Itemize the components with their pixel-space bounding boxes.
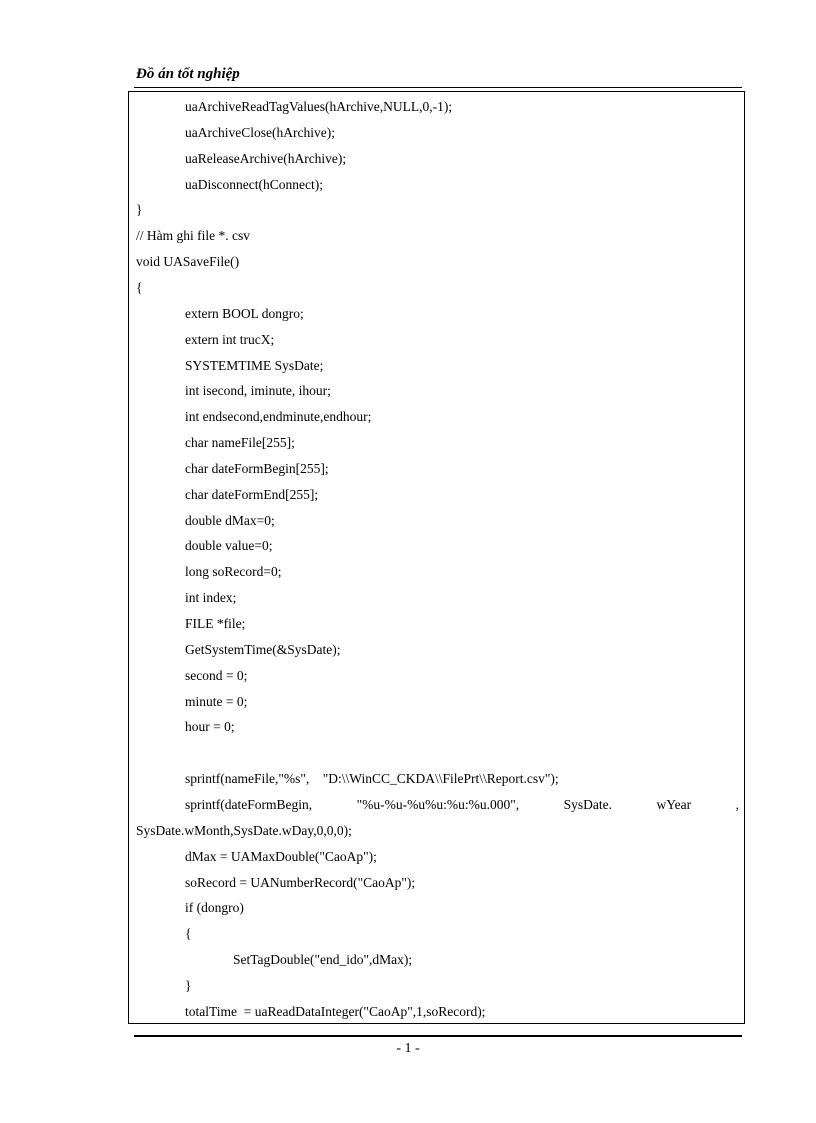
code-word: SysDate.: [563, 796, 612, 812]
code-line: double dMax=0;: [185, 512, 275, 528]
code-line: hour = 0;: [185, 719, 235, 735]
page-header-title: Đồ án tốt nghiệp: [136, 66, 240, 82]
code-word: "%u-%u-%u%u:%u:%u.000",: [356, 796, 520, 812]
code-line: totalTime = uaReadDataInteger("CaoAp",1,soRecord);: [185, 1003, 486, 1019]
code-line: {: [136, 279, 143, 295]
code-line: int endsecond,endminute,endhour;: [185, 409, 372, 425]
code-line: [185, 795, 739, 815]
code-line: long soRecord=0;: [185, 564, 282, 580]
code-line: sprintf(nameFile,"%s", "D:\\WinCC_CKDA\\FilePrt\\Report.csv");: [185, 771, 559, 787]
code-word: sprintf(dateFormBegin,: [185, 796, 313, 812]
code-line: // Hàm ghi file *. csv: [136, 228, 250, 244]
code-line: char dateFormBegin[255];: [185, 460, 329, 476]
code-line: if (dongro): [185, 900, 244, 916]
code-line: char nameFile[255];: [185, 435, 295, 451]
code-line: double value=0;: [185, 538, 273, 554]
code-line: SetTagDouble("end_ido",dMax);: [233, 952, 413, 968]
code-line: SYSTEMTIME SysDate;: [185, 357, 324, 373]
code-line: uaDisconnect(hConnect);: [185, 176, 323, 192]
code-line: SysDate.wMonth,SysDate.wDay,0,0,0);: [136, 822, 352, 838]
code-line: uaArchiveClose(hArchive);: [185, 124, 335, 140]
code-line: second = 0;: [185, 667, 248, 683]
code-line: uaArchiveReadTagValues(hArchive,NULL,0,-1);: [185, 99, 453, 114]
code-line: soRecord = UANumberRecord("CaoAp");: [185, 874, 416, 890]
page-number: - 1 -: [396, 1041, 420, 1056]
code-word: wYear: [656, 796, 692, 812]
code-line: }: [136, 202, 143, 218]
code-line: extern BOOL dongro;: [185, 305, 304, 321]
code-line: {: [185, 926, 192, 942]
code-word: ,: [735, 796, 739, 812]
code-line: extern int trucX;: [185, 331, 275, 347]
code-line: minute = 0;: [185, 693, 248, 709]
code-line: uaReleaseArchive(hArchive);: [185, 150, 347, 166]
footer-divider: [134, 1035, 742, 1037]
code-line: GetSystemTime(&SysDate);: [185, 641, 341, 657]
code-listing-box: [128, 91, 745, 1024]
header-divider: [134, 87, 742, 88]
code-line: int index;: [185, 590, 237, 606]
code-line: dMax = UAMaxDouble("CaoAp");: [185, 848, 377, 864]
code-line: }: [185, 977, 192, 993]
code-line: FILE *file;: [185, 616, 246, 631]
code-line: void UASaveFile(): [136, 254, 240, 270]
code-line: char dateFormEnd[255];: [185, 486, 319, 502]
code-line: int isecond, iminute, ihour;: [185, 383, 331, 399]
